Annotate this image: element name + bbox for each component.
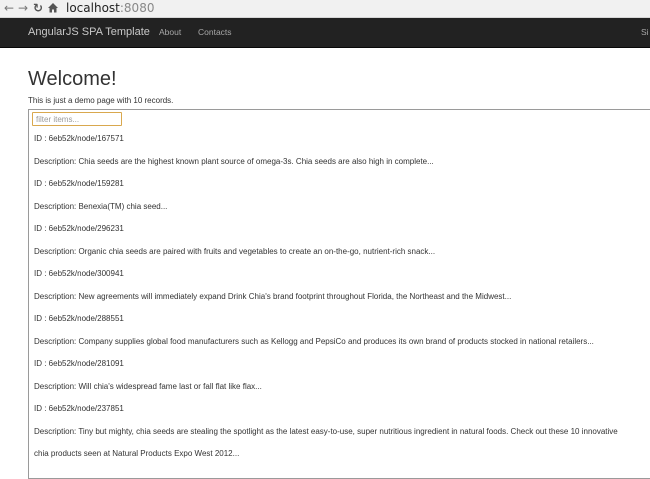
url-port: :8080: [119, 1, 155, 15]
address-bar[interactable]: [66, 1, 154, 16]
record-id: ID : 6eb52k/node/296231: [34, 224, 124, 233]
list-item: [34, 308, 644, 353]
navbar-brand[interactable]: AngularJS SPA Template: [28, 26, 150, 38]
back-icon[interactable]: ←: [3, 1, 15, 15]
record-id: ID : 6eb52k/node/281091: [34, 359, 124, 368]
list-item: [34, 128, 644, 173]
record-description: Description: Benexia(TM) chia seed...: [34, 201, 168, 211]
record-id: ID : 6eb52k/node/237851: [34, 404, 124, 413]
navbar: [0, 18, 650, 48]
nav-link-sign-in[interactable]: Si: [641, 27, 649, 37]
record-id: ID : 6eb52k/node/288551: [34, 314, 124, 323]
record-id: ID : 6eb52k/node/167571: [34, 134, 124, 143]
browser-toolbar: [0, 0, 650, 18]
list-item: [34, 263, 644, 308]
nav-link-about[interactable]: About: [159, 27, 182, 37]
record-description: Description: Tiny but mighty, chia seeds are stealing the spotlight as the latest easy-to-use, super nutritious ingredient in natural foods. Check out these 10 innovative chia products seen at Natural Products Expo West 2012...: [34, 426, 618, 458]
reload-icon[interactable]: ↻: [32, 1, 44, 15]
record-description: Description: Will chia's widespread fame last or fall flat like flax...: [34, 381, 262, 391]
record-description: Description: New agreements will immediately expand Drink Chia's brand footprint throughout Florida, the Northeast and the Midwest...: [34, 291, 512, 301]
list-item: [34, 218, 644, 263]
record-id: ID : 6eb52k/node/159281: [34, 179, 124, 188]
record-description: Description: Organic chia seeds are paired with fruits and vegetables to create an on-the-go, nutrient-rich snack...: [34, 246, 436, 256]
list-item: [34, 353, 644, 398]
record-description: Description: Company supplies global food manufacturers such as Kellogg and PepsiCo and produces its own brand of products stocked in national retailers...: [34, 336, 594, 346]
nav-link-contacts[interactable]: Contacts: [198, 27, 232, 37]
list-item: [34, 398, 644, 466]
home-icon[interactable]: [46, 1, 60, 15]
page-title: Welcome!: [28, 68, 117, 90]
forward-icon[interactable]: →: [17, 1, 29, 15]
intro-text: This is just a demo page with 10 records.: [28, 96, 174, 105]
list-item: [34, 173, 644, 218]
url-host: localhost: [66, 1, 120, 15]
filter-input[interactable]: [32, 112, 122, 126]
record-id: ID : 6eb52k/node/300941: [34, 269, 124, 278]
record-description: Description: Chia seeds are the highest known plant source of omega-3s. Chia seeds are also high in complete...: [34, 156, 434, 166]
record-list: [34, 128, 644, 466]
